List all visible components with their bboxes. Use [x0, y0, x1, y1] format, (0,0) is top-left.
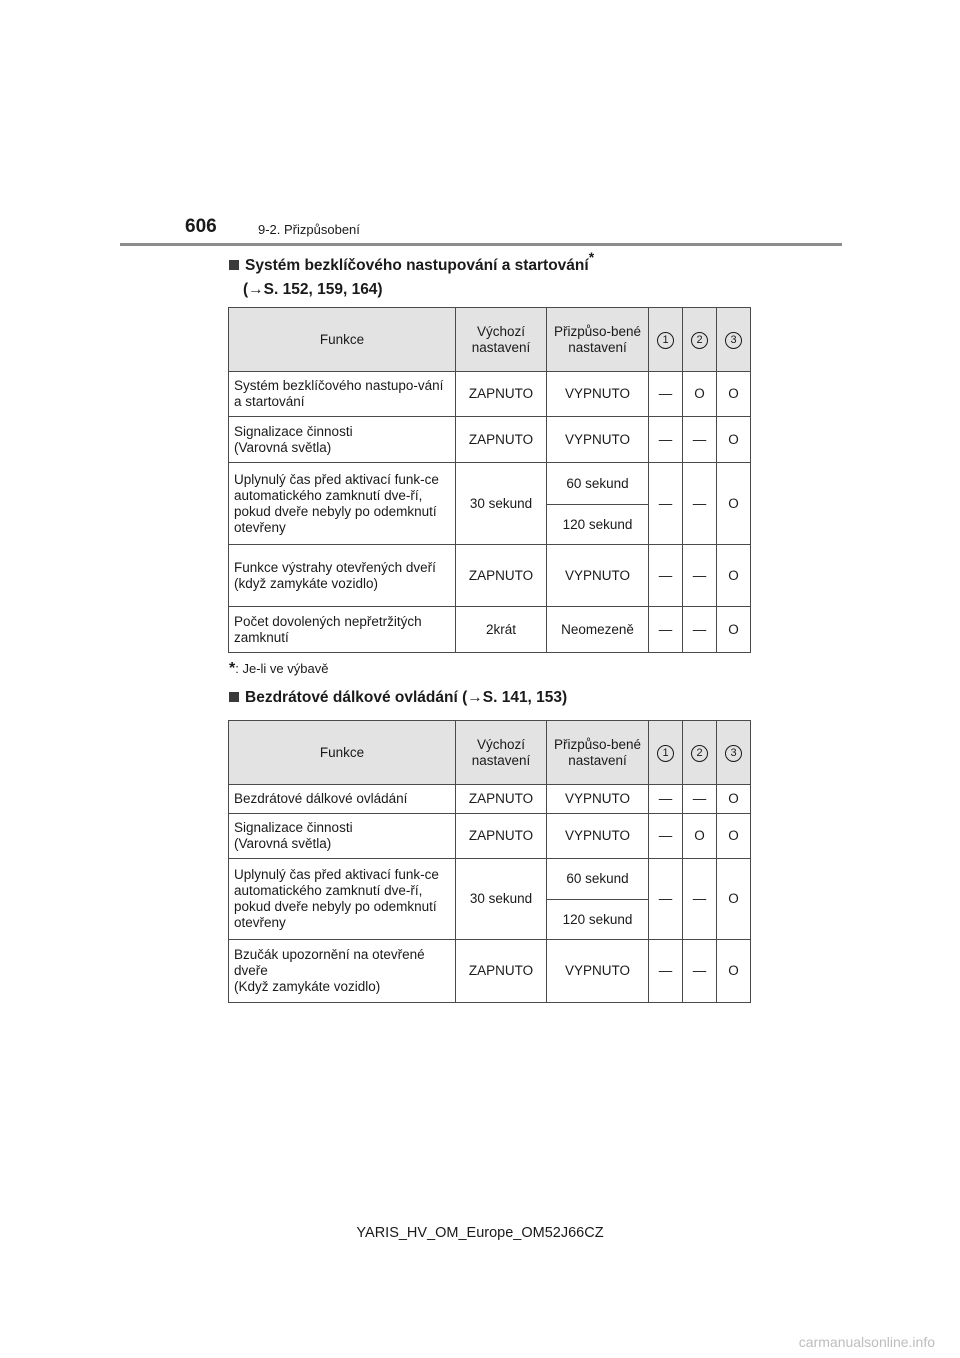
document-id: YARIS_HV_OM_Europe_OM52J66CZ [356, 1225, 604, 1241]
cell-c3: O [717, 785, 751, 814]
cell-custom-b: 120 sekund [547, 505, 649, 545]
cell-funkce: Signalizace činnosti (Varovná světla) [229, 417, 456, 463]
cell-c2: — [683, 785, 717, 814]
section1-heading [229, 248, 595, 302]
cell-custom: Neomezeně [547, 607, 649, 653]
cell-c1: — [649, 417, 683, 463]
cell-custom: VYPNUTO [547, 940, 649, 1003]
optional-marker: * [588, 248, 595, 265]
header-custom: Přizpůso-bené nastavení [547, 721, 649, 785]
header-custom: Přizpůso-bené nastavení [547, 308, 649, 372]
circled-number-1-icon: 1 [657, 745, 674, 762]
section2-ref-text: S. 141, 153) [482, 689, 568, 706]
cell-c2: — [683, 417, 717, 463]
cell-default: ZAPNUTO [456, 814, 547, 859]
header-rule [120, 243, 842, 246]
cell-c3: O [717, 859, 751, 940]
cell-c2: — [683, 463, 717, 545]
cell-c1: — [649, 372, 683, 417]
cell-c1: — [649, 859, 683, 940]
page-number: 606 [185, 216, 217, 237]
cell-c3: O [717, 417, 751, 463]
cell-c3: O [717, 372, 751, 417]
cell-c2: — [683, 607, 717, 653]
circled-number-1-icon: 1 [657, 332, 674, 349]
cell-custom-a: 60 sekund [547, 463, 649, 505]
cell-funkce: Signalizace činnosti (Varovná světla) [229, 814, 456, 859]
cell-custom: VYPNUTO [547, 814, 649, 859]
header-col-2 [683, 721, 717, 785]
cell-default: ZAPNUTO [456, 417, 547, 463]
circled-number-2-icon: 2 [691, 745, 708, 762]
section1-ref-text: S. 152, 159, 164) [263, 281, 383, 298]
header-default: Výchozí nastavení [456, 721, 547, 785]
section2-title: Bezdrátové dálkové ovládání ( [245, 689, 468, 706]
cell-default: ZAPNUTO [456, 372, 547, 417]
cell-funkce: Funkce výstrahy otevřených dveří (když zamykáte vozidlo) [229, 545, 456, 607]
cell-default: ZAPNUTO [456, 785, 547, 814]
cell-c3: O [717, 940, 751, 1003]
settings-table-remote [228, 720, 751, 1003]
cell-default: ZAPNUTO [456, 545, 547, 607]
cell-c2: O [683, 814, 717, 859]
cell-c1: — [649, 545, 683, 607]
cell-custom-b: 120 sekund [547, 900, 649, 940]
header-default: Výchozí nastavení [456, 308, 547, 372]
cell-c3: O [717, 545, 751, 607]
cell-custom-a: 60 sekund [547, 859, 649, 900]
circled-number-2-icon: 2 [691, 332, 708, 349]
cell-custom: VYPNUTO [547, 372, 649, 417]
watermark: carmanualsonline.info [798, 1334, 935, 1350]
footnote-marker: * [229, 660, 236, 677]
cell-funkce: Systém bezklíčového nastupo-vání a startování [229, 372, 456, 417]
section1-reference [243, 278, 594, 302]
cell-c1: — [649, 814, 683, 859]
footnote [229, 660, 328, 678]
cell-default: 30 sekund [456, 859, 547, 940]
table-row [229, 417, 751, 463]
table-row [229, 463, 751, 505]
header-funkce: Funkce [229, 721, 456, 785]
section2-heading [229, 686, 567, 710]
cell-c3: O [717, 463, 751, 545]
cell-c2: — [683, 859, 717, 940]
cell-funkce: Uplynulý čas před aktivací funk-ce automatického zamknutí dve-ří, pokud dveře nebyly po odemknutí otevřeny [229, 463, 456, 545]
header-col-1 [649, 721, 683, 785]
square-bullet-icon [229, 692, 239, 702]
header-funkce: Funkce [229, 308, 456, 372]
table-row [229, 814, 751, 859]
cell-c1: — [649, 940, 683, 1003]
cell-custom: VYPNUTO [547, 545, 649, 607]
cell-c1: — [649, 607, 683, 653]
ref-paren: ( [243, 281, 249, 298]
cell-c2: — [683, 545, 717, 607]
cell-funkce: Bezdrátové dálkové ovládání [229, 785, 456, 814]
table-row [229, 785, 751, 814]
arrow-right-icon: → [467, 689, 483, 706]
header-col-1 [649, 308, 683, 372]
cell-funkce: Bzučák upozornění na otevřené dveře (Když zamykáte vozidlo) [229, 940, 456, 1003]
table-row [229, 545, 751, 607]
circled-number-3-icon: 3 [725, 332, 742, 349]
footnote-text: : Je-li ve výbavě [235, 661, 329, 676]
cell-custom: VYPNUTO [547, 417, 649, 463]
section-label: 9-2. Přizpůsobení [258, 222, 360, 237]
table-header-row [229, 308, 751, 372]
cell-c3: O [717, 814, 751, 859]
cell-c2: — [683, 940, 717, 1003]
header-col-3 [717, 308, 751, 372]
cell-c2: O [683, 372, 717, 417]
header-col-2 [683, 308, 717, 372]
square-bullet-icon [229, 260, 239, 270]
header-col-3 [717, 721, 751, 785]
table-row [229, 607, 751, 653]
table-row [229, 859, 751, 900]
cell-c1: — [649, 463, 683, 545]
cell-c1: — [649, 785, 683, 814]
cell-default: 30 sekund [456, 463, 547, 545]
cell-custom: VYPNUTO [547, 785, 649, 814]
settings-table-keyless [228, 307, 751, 653]
cell-c3: O [717, 607, 751, 653]
cell-funkce: Počet dovolených nepřetržitých zamknutí [229, 607, 456, 653]
section1-title: Systém bezklíčového nastupování a startování [245, 257, 589, 274]
circled-number-3-icon: 3 [725, 745, 742, 762]
arrow-right-icon: → [248, 281, 264, 298]
cell-funkce: Uplynulý čas před aktivací funk-ce automatického zamknutí dve-ří, pokud dveře nebyly po odemknutí otevřeny [229, 859, 456, 940]
cell-default: ZAPNUTO [456, 940, 547, 1003]
table-row [229, 940, 751, 1003]
table-header-row [229, 721, 751, 785]
table-row [229, 372, 751, 417]
cell-default: 2krát [456, 607, 547, 653]
